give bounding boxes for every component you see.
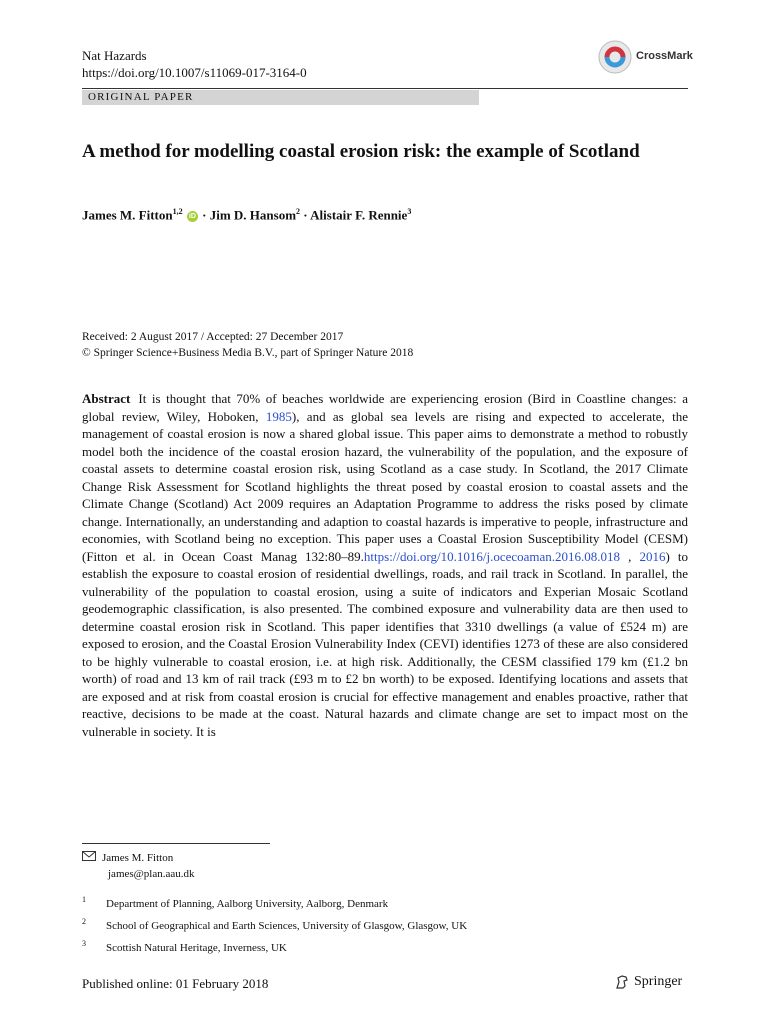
orcid-icon[interactable]: iD	[188, 213, 196, 221]
envelope-icon	[82, 850, 102, 866]
publisher-logo	[614, 974, 682, 990]
received-accepted: Received: 2 August 2017 / Accepted: 27 December 2017	[82, 331, 344, 343]
affiliation-number: 2	[82, 917, 86, 926]
abstract-text: ), and as global sea levels are rising and expected to accelerate, the management of coastal erosion is now a shared global issue. This paper aims to demonstrate a method to robustly model both the incidence of the coastal erosion hazard, the vulnerability of the population, and the exposure of coastal assets to determine coastal erosion risk, using Scotland as a case study. In Scotland, the 2017 Climate Change Risk Assessment for Scotland highlights the threat posed by coastal erosion to coastal assets and the Climate Change (Scotland) Act 2009 requires an Adaptation Programme to address the risks posed by climate change. Internationally, an understanding and adaption to coastal hazards is imperative to people, infrastructure and economies, with Scotland being no exception. This paper uses a Coastal Erosion Susceptibility Model (CESM) (Fitton et al. in Ocean Coast Manag 132:80–89.	[82, 408, 688, 564]
article-type-bar	[82, 90, 479, 105]
header-rule	[82, 88, 688, 89]
paper-title: A method for modelling coastal erosion risk: the example of Scotland	[82, 141, 640, 162]
copyright: © Springer Science+Business Media B.V., part of Springer Nature 2018	[82, 347, 414, 359]
crossmark-badge[interactable]	[598, 40, 693, 74]
citation-link[interactable]: 2016	[639, 548, 666, 564]
crossmark-icon	[598, 40, 632, 74]
affiliation	[82, 937, 287, 955]
citation-link[interactable]: 1985	[265, 408, 292, 424]
author-separator: ·	[202, 207, 207, 223]
doi-link[interactable]: https://doi.org/10.1007/s11069-017-3164-0	[82, 65, 307, 80]
author-affiliation-marker: 2	[296, 207, 301, 216]
affiliation	[82, 893, 388, 911]
author-name[interactable]: Alistair F. Rennie	[310, 207, 408, 223]
affiliation-number: 1	[82, 895, 86, 904]
author-name[interactable]: James M. Fitton	[82, 207, 173, 223]
publisher-name: Springer	[634, 974, 683, 989]
author-name[interactable]: Jim D. Hansom	[209, 207, 297, 223]
affiliation-number: 3	[82, 939, 86, 948]
publication-dates	[82, 329, 413, 361]
author-separator: ·	[303, 207, 308, 223]
doi-reference-link[interactable]: https://doi.org/10.1016/j.ocecoaman.2016.08.018	[363, 548, 621, 564]
author-list	[82, 207, 411, 223]
abstract-text: ,	[620, 548, 640, 564]
author-affiliation-marker: 1,2	[172, 207, 183, 216]
journal-header	[82, 47, 307, 81]
journal-name: Nat Hazards	[82, 48, 147, 63]
author-affiliation-marker: 3	[407, 207, 412, 216]
article-type: ORIGINAL PAPER	[88, 91, 194, 103]
abstract-text: It is thought that 70% of beaches worldwide are experiencing erosion (Bird in Coastline changes: a global review, Wiley, Hoboken,	[82, 391, 688, 424]
corresponding-author: James M. Fitton	[102, 852, 174, 864]
affiliation	[82, 915, 467, 933]
abstract-text: ) to establish the exposure to coastal erosion of residential dwellings, roads, and rail track in Scotland. In parallel, the vulnerability of the population to coastal erosion, using a suite of indicators and Experian Mosaic Scotland geodemographic classification, is also presented. The combined exposure and vulnerability data are then used to determine coastal erosion risk in Scotland. This paper identifies that 3310 dwellings (a value of £524 m) are exposed to erosion, and the Coastal Erosion Vulnerability Index (CEVI) identifies 1273 of these are also considered to be highly vulnerable to coastal erosion, i.e. at high risk. Additionally, the CESM classified 179 km (£1.2 bn worth) of road and 13 km of rail track (£93 m to £2 bn worth) to be exposed. Identifying locations and assets that are exposed and at risk from coastal erosion is crucial for effective management and enables proactive, rather that reactive, decisions to be made at the coast. Natural hazards and climate change are set to impact most on the vulnerable in society. It is	[82, 548, 688, 739]
correspondence	[82, 850, 195, 882]
affiliation-text: Scottish Natural Heritage, Inverness, UK	[106, 942, 287, 954]
springer-horse-icon	[614, 974, 630, 990]
affiliation-text: School of Geographical and Earth Sciences, University of Glasgow, Glasgow, UK	[106, 920, 468, 932]
footnote-rule	[82, 843, 270, 844]
crossmark-label: CrossMark	[636, 50, 693, 62]
affiliation-text: Department of Planning, Aalborg University, Aalborg, Denmark	[106, 898, 389, 910]
abstract	[82, 390, 688, 740]
email-link[interactable]: james@plan.aau.dk	[108, 868, 195, 880]
abstract-heading: Abstract	[82, 391, 131, 406]
published-online: Published online: 01 February 2018	[82, 976, 269, 991]
